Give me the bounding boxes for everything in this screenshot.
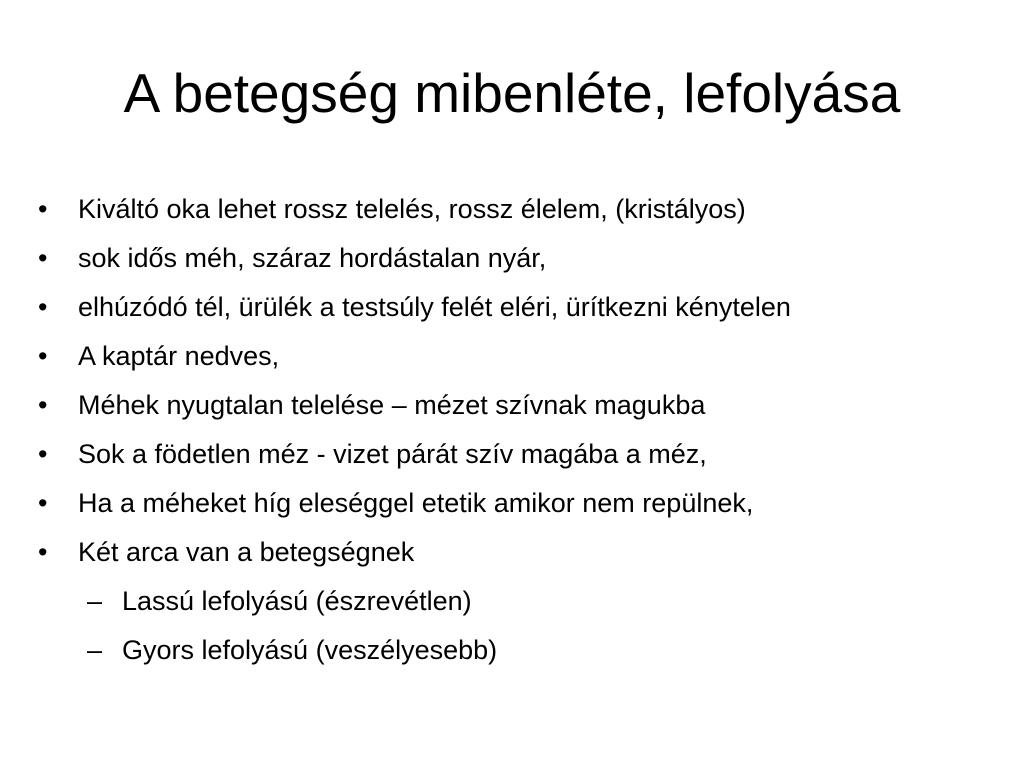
bullet-item (0, 185, 1024, 234)
bullet-marker: • (38, 292, 48, 322)
bullet-item (0, 283, 1024, 332)
bullet-marker: • (38, 488, 48, 518)
bullet-item (0, 479, 1024, 528)
bullet-item (0, 332, 1024, 381)
bullet-text: Ha a méheket híg eleséggel etetik amikor nem repülnek, (78, 488, 754, 518)
bullet-text: Két arca van a betegségnek (78, 537, 415, 567)
bullet-text: Sok a födetlen méz - vizet párát szív magába a méz, (78, 439, 707, 469)
bullet-marker: • (38, 243, 48, 273)
bullet-text: Kiváltó oka lehet rossz telelés, rossz élelem, (kristályos) (78, 194, 746, 224)
slide-title: A betegség mibenléte, lefolyása (123, 62, 901, 124)
bullet-text: sok idős méh, száraz hordástalan nyár, (78, 243, 547, 273)
bullet-item (0, 528, 1024, 577)
bullet-text: Méhek nyugtalan telelése – mézet szívnak magukba (78, 390, 706, 420)
sub-bullet-marker: – (87, 635, 103, 665)
sub-bullet-item (0, 577, 1024, 626)
bullet-marker: • (38, 194, 48, 224)
sub-bullet-text: Lassú lefolyású (észrevétlen) (122, 586, 472, 616)
sub-bullet-text: Gyors lefolyású (veszélyesebb) (122, 635, 498, 665)
bullet-text: elhúzódó tél, ürülék a testsúly felét eléri, ürítkezni kénytelen (78, 292, 791, 322)
bullet-marker: • (38, 390, 48, 420)
bullet-list (0, 185, 1024, 675)
sub-bullet-item (0, 626, 1024, 675)
bullet-marker: • (38, 341, 48, 371)
sub-bullet-marker: – (87, 586, 103, 616)
bullet-item (0, 234, 1024, 283)
bullet-text: A kaptár nedves, (78, 341, 280, 371)
bullet-marker: • (38, 439, 48, 469)
bullet-item (0, 430, 1024, 479)
bullet-item (0, 381, 1024, 430)
bullet-marker: • (38, 537, 48, 567)
